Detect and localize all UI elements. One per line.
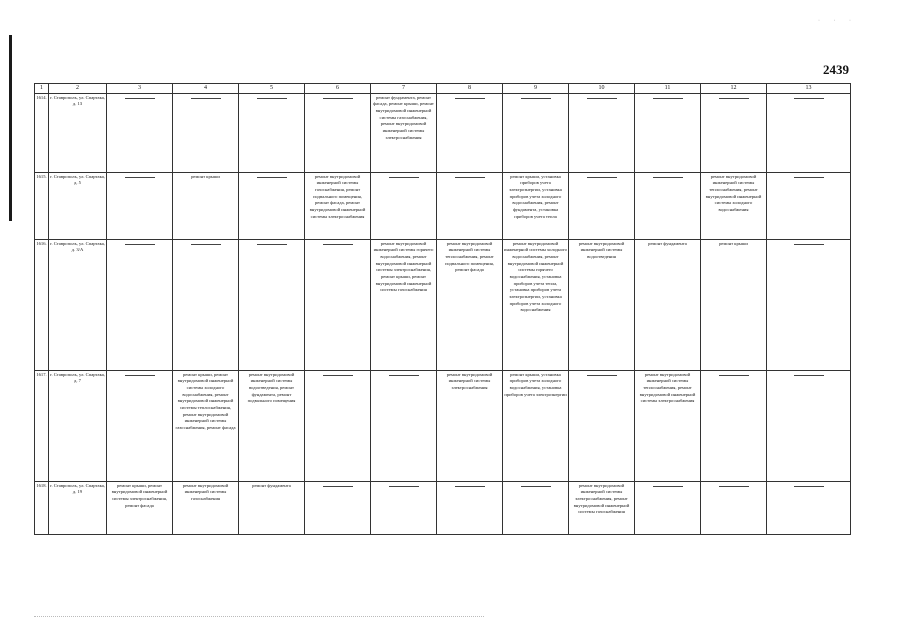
empty-dash: [257, 244, 287, 245]
table-cell: [173, 239, 239, 370]
column-header: 10: [569, 84, 635, 94]
empty-dash: [455, 177, 485, 178]
page-number: 2439: [823, 62, 849, 77]
table-cell: ремонт фундамента: [635, 239, 701, 370]
table-cell: [569, 370, 635, 481]
table-cell: ремонт фундамента, ремонт фасада, ремонт крыши, ремонт внутридомовой инженерной системы газоснабжения, ремонт внутридомовой инженерной системы электроснабжения: [371, 93, 437, 172]
table-cell: ремонт внутридомовой инженерной системы горячего водоснабжения, ремонт внутридомовой инженерной системы электроснабжения, ремонт крыши, ремонт внутридомовой инженерной системы газоснабжения: [371, 239, 437, 370]
table-cell: [635, 481, 701, 534]
empty-dash: [323, 98, 353, 99]
row-number: 1616.: [35, 239, 49, 370]
table-cell: [437, 93, 503, 172]
table-cell: ремонт крыши: [701, 239, 767, 370]
empty-dash: [794, 486, 824, 487]
table-row: [35, 172, 851, 239]
table-cell: [239, 172, 305, 239]
table-cell: [767, 93, 851, 172]
column-header: 6: [305, 84, 371, 94]
table-cell: [107, 370, 173, 481]
table-cell: [569, 93, 635, 172]
table-cell: ремонт крыши, ремонт внутридомовой инженерной системы электроснабжения, ремонт фасада: [107, 481, 173, 534]
table-cell: ремонт фундамента: [239, 481, 305, 534]
empty-dash: [587, 177, 617, 178]
table-cell: [701, 481, 767, 534]
table-cell: [371, 370, 437, 481]
table-cell: ремонт крыши, установка приборов учета электроэнергии, установка приборов учета холодного водоснабжения, ремонт фундамента, установка приборов учета тепла: [503, 172, 569, 239]
column-header: 9: [503, 84, 569, 94]
table-cell: [569, 172, 635, 239]
table-cell: [305, 239, 371, 370]
empty-dash: [521, 98, 551, 99]
table-cell: [173, 93, 239, 172]
table-cell: [305, 93, 371, 172]
empty-dash: [794, 177, 824, 178]
empty-dash: [794, 98, 824, 99]
row-number: 1614.: [35, 93, 49, 172]
column-header: 7: [371, 84, 437, 94]
table-cell: [701, 370, 767, 481]
empty-dash: [719, 98, 749, 99]
table-cell: [107, 172, 173, 239]
table-cell: [371, 172, 437, 239]
empty-dash: [191, 98, 221, 99]
footer-dotted-line: [34, 616, 484, 617]
table-cell: ремонт внутридомовой инженерной системы холодного водоснабжения, ремонт внутридомовой инженерной системы горячего водоснабжения, установка приборов учета тепла, установка приборов учета электроэнергии, установка приборов учета холодного водоснабжения: [503, 239, 569, 370]
table-cell: [767, 239, 851, 370]
empty-dash: [587, 98, 617, 99]
empty-dash: [455, 98, 485, 99]
table-cell: [437, 172, 503, 239]
row-address: г. Ставрополь, ул. Спартака, д. 3/А: [49, 239, 107, 370]
column-header: 4: [173, 84, 239, 94]
table-cell: ремонт внутридомовой инженерной системы электроснабжения, ремонт внутридомовой инженерной системы газоснабжения: [569, 481, 635, 534]
table-cell: [437, 481, 503, 534]
row-number: 1615.: [35, 172, 49, 239]
table-cell: [767, 481, 851, 534]
empty-dash: [257, 177, 287, 178]
table-row: [35, 481, 851, 534]
header-row: [35, 84, 851, 94]
table-cell: [305, 370, 371, 481]
table-cell: ремонт внутридомовой инженерной системы водоотведения: [569, 239, 635, 370]
table-cell: [701, 93, 767, 172]
column-header: 8: [437, 84, 503, 94]
empty-dash: [653, 486, 683, 487]
table-cell: [239, 93, 305, 172]
empty-dash: [719, 375, 749, 376]
empty-dash: [125, 375, 155, 376]
table-cell: [503, 481, 569, 534]
row-address: г. Ставрополь, ул. Спартака, д. 7: [49, 370, 107, 481]
table-cell: ремонт внутридомовой инженерной системы теплоснабжения, ремонт подвального помещения, ремонт фасада: [437, 239, 503, 370]
empty-dash: [389, 375, 419, 376]
empty-dash: [323, 244, 353, 245]
table-row: [35, 370, 851, 481]
row-number: 1618.: [35, 481, 49, 534]
row-address: г. Ставрополь, ул. Спартака, д. 5: [49, 172, 107, 239]
column-header: 2: [49, 84, 107, 94]
empty-dash: [794, 244, 824, 245]
empty-dash: [323, 375, 353, 376]
table-cell: [305, 481, 371, 534]
table-cell: ремонт внутридомовой инженерной системы газоснабжения: [173, 481, 239, 534]
empty-dash: [587, 375, 617, 376]
column-header: 13: [767, 84, 851, 94]
corner-marks: · · ·: [818, 18, 857, 24]
table-row: [35, 239, 851, 370]
row-address: г. Ставрополь, ул. Спартака, д. 19: [49, 481, 107, 534]
empty-dash: [794, 375, 824, 376]
empty-dash: [521, 486, 551, 487]
column-header: 11: [635, 84, 701, 94]
table-cell: [371, 481, 437, 534]
repair-schedule-table: [34, 83, 851, 535]
row-address: г. Ставрополь, ул. Спартака, д. 13: [49, 93, 107, 172]
empty-dash: [389, 177, 419, 178]
column-header: 1: [35, 84, 49, 94]
table-cell: [107, 239, 173, 370]
table-row: [35, 93, 851, 172]
table-cell: [503, 93, 569, 172]
empty-dash: [653, 98, 683, 99]
empty-dash: [125, 177, 155, 178]
column-header: 3: [107, 84, 173, 94]
empty-dash: [455, 486, 485, 487]
table-cell: [767, 172, 851, 239]
table-cell: ремонт крыши, установка приборов учета холодного водоснабжения, установка приборов учета электроэнергии: [503, 370, 569, 481]
empty-dash: [125, 244, 155, 245]
table-cell: ремонт крыши, ремонт внутридомовой инженерной системы холодного водоснабжения, ремонт внутридомовой инженерной системы теплоснабжения, ремонт внутридомовой инженерной системы газоснабжения, ремонт фасада: [173, 370, 239, 481]
empty-dash: [653, 177, 683, 178]
empty-dash: [191, 244, 221, 245]
row-number: 1617.: [35, 370, 49, 481]
empty-dash: [323, 486, 353, 487]
table-cell: ремонт внутридомовой инженерной системы водоотведения, ремонт фундамента, ремонт подвального помещения: [239, 370, 305, 481]
empty-dash: [257, 98, 287, 99]
column-header: 12: [701, 84, 767, 94]
table-cell: [107, 93, 173, 172]
table-cell: [239, 239, 305, 370]
empty-dash: [125, 98, 155, 99]
column-header: 5: [239, 84, 305, 94]
table-cell: [635, 93, 701, 172]
empty-dash: [389, 486, 419, 487]
scan-edge-mark: [9, 35, 12, 221]
table-cell: ремонт внутридомовой инженерной системы теплоснабжения, ремонт внутридомовой инженерной системы холодного водоснабжения: [701, 172, 767, 239]
table-cell: [767, 370, 851, 481]
table-cell: ремонт внутридомовой инженерной системы теплоснабжения, ремонт внутридомовой инженерной системы электроснабжения: [635, 370, 701, 481]
table-cell: [635, 172, 701, 239]
table-cell: ремонт внутридомовой инженерной системы электроснабжения: [437, 370, 503, 481]
table-cell: ремонт внутридомовой инженерной системы газоснабжения, ремонт подвального помещения, ремонт фасада, ремонт внутридомовой инженерной системы электроснабжения: [305, 172, 371, 239]
empty-dash: [719, 486, 749, 487]
table-cell: ремонт крыши: [173, 172, 239, 239]
